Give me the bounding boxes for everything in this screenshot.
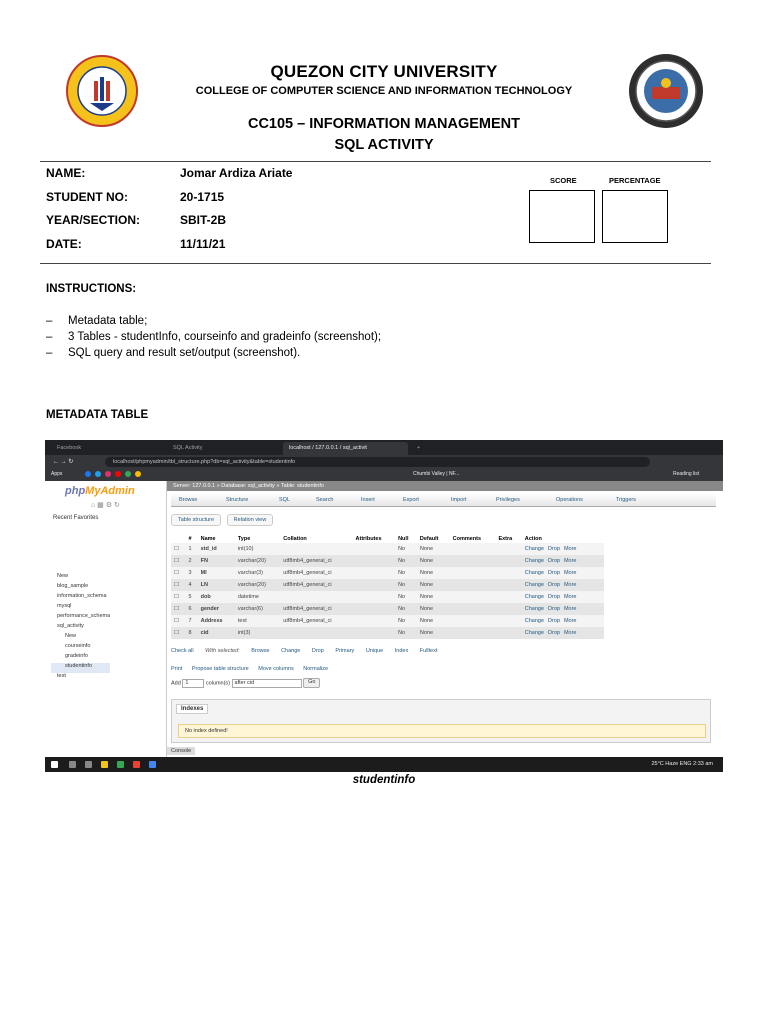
row-number: 6	[186, 603, 198, 615]
row-attributes	[353, 543, 396, 555]
row-comments	[450, 579, 496, 591]
app-icon	[133, 761, 140, 768]
row-action-change: Change	[524, 558, 545, 564]
row-actions	[522, 579, 604, 591]
browser-tab: Facebook	[57, 445, 82, 451]
row-checkbox: ☐	[171, 615, 186, 627]
row-null: No	[395, 603, 417, 615]
go-button: Go	[303, 678, 320, 688]
row-name: FN	[198, 555, 235, 567]
row-attributes	[353, 615, 396, 627]
date-label: DATE:	[46, 237, 82, 251]
tree-item: sql_activity	[57, 623, 84, 629]
year-section-label: YEAR/SECTION:	[46, 213, 141, 227]
structure-subtabs	[171, 514, 277, 526]
row-extra	[495, 579, 521, 591]
system-tray: 25°C Haze ENG 2:33 am	[651, 761, 713, 767]
year-section-value: SBIT-2B	[180, 213, 227, 227]
subtab-table-structure: Table structure	[171, 514, 221, 526]
add-columns-label: column(s)	[205, 680, 231, 687]
row-type: datetime	[235, 591, 280, 603]
instruction-item: – Metadata table;	[46, 315, 148, 327]
col-header: Attributes	[353, 535, 396, 543]
row-actions	[522, 591, 604, 603]
col-header: Extra	[495, 535, 521, 543]
new-tab-button: +	[417, 445, 421, 451]
row-action-change: Change	[524, 594, 545, 600]
col-header: Action	[522, 535, 604, 543]
subtab-relation-view: Relation view	[227, 514, 274, 526]
row-action-change: Change	[524, 606, 545, 612]
row-action-drop: Drop	[548, 582, 560, 588]
structure-table	[171, 535, 604, 639]
row-checkbox: ☐	[171, 591, 186, 603]
row-default: None	[417, 579, 450, 591]
menu-privileges: Privileges	[496, 497, 520, 503]
pma-menu-bar	[171, 493, 716, 507]
row-number: 8	[186, 627, 198, 639]
browser-tab: SQL Activity	[173, 445, 203, 451]
windows-taskbar	[45, 757, 723, 772]
breadcrumb: Server: 127.0.0.1 » Database: sql_activity » Table: studentinfo	[167, 481, 723, 491]
row-collation: utf8mb4_general_ci	[280, 615, 352, 627]
row-action-drop: Drop	[548, 630, 560, 636]
address-bar	[45, 455, 723, 469]
table-row	[171, 555, 604, 567]
tree-item: New	[57, 573, 69, 579]
file-explorer-icon	[101, 761, 108, 768]
print-row	[171, 666, 328, 672]
sidebar-tool-icons: ⌂ ▦ ⚙ ↻	[91, 502, 120, 509]
row-attributes	[353, 579, 396, 591]
indexes-title: Indexes	[176, 704, 208, 714]
row-action-change: Change	[524, 582, 545, 588]
divider-top	[40, 161, 711, 162]
tree-item: performance_schema	[57, 613, 111, 619]
university-name: QUEZON CITY UNIVERSITY	[270, 62, 498, 81]
pma-logo: phpMyAdmin	[65, 485, 135, 497]
table-row	[171, 591, 604, 603]
row-default: None	[417, 627, 450, 639]
url-field: localhost/phpmyadmin/tbl_structure.php?db=sql_activity&table=studentinfo	[105, 457, 650, 467]
row-extra	[495, 615, 521, 627]
bookmark-apps: Apps	[51, 471, 63, 477]
bookmark-reading-list: Reading list	[673, 471, 700, 477]
table-row	[171, 615, 604, 627]
menu-sql: SQL	[279, 497, 291, 503]
database-tree	[51, 573, 110, 683]
menu-browse: Browse	[179, 497, 198, 503]
row-action-drop: Drop	[548, 606, 560, 612]
score-label: SCORE	[550, 176, 577, 185]
row-comments	[450, 567, 496, 579]
tree-item: test	[57, 673, 66, 679]
tree-item: gradeinfo	[65, 653, 88, 659]
col-header: Comments	[450, 535, 496, 543]
row-null: No	[395, 615, 417, 627]
row-action-more: More	[563, 630, 577, 636]
bulk-unique: Unique	[365, 648, 384, 654]
metadata-title: METADATA TABLE	[46, 409, 149, 421]
menu-operations: Operations	[556, 497, 583, 503]
add-after-select: after cid	[232, 679, 302, 688]
row-collation: utf8mb4_general_ci	[280, 555, 352, 567]
row-default: None	[417, 567, 450, 579]
row-actions	[522, 567, 604, 579]
date-value: 11/11/21	[180, 237, 226, 251]
bulk-change: Change	[281, 648, 301, 654]
row-action-change: Change	[524, 546, 545, 552]
name-label: NAME:	[46, 166, 86, 180]
row-actions	[522, 555, 604, 567]
row-comments	[450, 627, 496, 639]
menu-triggers: Triggers	[616, 497, 636, 503]
row-comments	[450, 543, 496, 555]
row-collation: utf8mb4_general_ci	[280, 579, 352, 591]
row-name: cid	[198, 627, 235, 639]
bulk-index: Index	[394, 648, 409, 654]
instructions-title: INSTRUCTIONS:	[46, 283, 137, 295]
row-type: int(10)	[235, 543, 280, 555]
console-tab: Console	[167, 747, 195, 755]
row-number: 5	[186, 591, 198, 603]
menu-export: Export	[403, 497, 419, 503]
row-collation: utf8mb4_general_ci	[280, 567, 352, 579]
col-header: Null	[395, 535, 417, 543]
row-action-more: More	[563, 618, 577, 624]
col-header: Name	[198, 535, 235, 543]
row-type: int(3)	[235, 627, 280, 639]
row-comments	[450, 555, 496, 567]
row-attributes	[353, 627, 396, 639]
row-extra	[495, 603, 521, 615]
phpmyadmin-screenshot	[45, 440, 723, 772]
windows-start-icon	[51, 761, 58, 768]
pma-main	[167, 481, 723, 757]
row-null: No	[395, 579, 417, 591]
course-title: CC105 – INFORMATION MANAGEMENT	[247, 116, 521, 132]
row-checkbox: ☐	[171, 543, 186, 555]
instruction-item: – SQL query and result set/output (screenshot).	[46, 347, 301, 359]
row-extra	[495, 543, 521, 555]
tree-item: mysql	[57, 603, 72, 609]
row-actions	[522, 603, 604, 615]
search-icon	[69, 761, 76, 768]
row-null: No	[395, 543, 417, 555]
row-action-drop: Drop	[548, 558, 560, 564]
row-actions	[522, 627, 604, 639]
table-row	[171, 579, 604, 591]
divider-bottom	[40, 263, 711, 264]
row-name: Address	[198, 615, 235, 627]
row-comments	[450, 615, 496, 627]
row-extra	[495, 627, 521, 639]
print-link: Print	[171, 666, 183, 672]
indexes-panel	[171, 699, 711, 743]
row-extra	[495, 555, 521, 567]
college-name: COLLEGE OF COMPUTER SCIENCE AND INFORMATION TECHNOLOGY	[195, 85, 573, 97]
add-label: Add	[171, 680, 181, 687]
row-action-more: More	[563, 546, 577, 552]
tree-item: courseinfo	[65, 643, 91, 649]
row-type: varchar(20)	[235, 579, 280, 591]
browser-tab-active: localhost / 127.0.0.1 / sql_activit	[283, 442, 408, 455]
row-action-change: Change	[524, 570, 545, 576]
col-header: Collation	[280, 535, 352, 543]
row-actions	[522, 615, 604, 627]
bulk-drop: Drop	[311, 648, 324, 654]
row-action-more: More	[563, 606, 577, 612]
row-extra	[495, 591, 521, 603]
row-actions	[522, 543, 604, 555]
row-number: 2	[186, 555, 198, 567]
row-default: None	[417, 591, 450, 603]
row-action-more: More	[563, 582, 577, 588]
add-column-row	[171, 678, 320, 688]
menu-insert: Insert	[361, 497, 375, 503]
row-action-change: Change	[524, 618, 545, 624]
row-checkbox: ☐	[171, 555, 186, 567]
browser-tab-bar	[45, 440, 723, 455]
row-collation	[280, 591, 352, 603]
bookmark-chumbi: Chumbi Valley | NF...	[413, 471, 460, 477]
row-comments	[450, 591, 496, 603]
normalize-link: Normalize	[303, 666, 329, 672]
row-type: varchar(20)	[235, 555, 280, 567]
move-columns-link: Move columns	[258, 666, 294, 672]
row-null: No	[395, 567, 417, 579]
row-name: gender	[198, 603, 235, 615]
student-no-value: 20-1715	[180, 190, 225, 204]
figure-caption: studentinfo	[352, 774, 416, 786]
name-value: Jomar Ardiza Ariate	[180, 166, 293, 180]
row-number: 4	[186, 579, 198, 591]
col-header: Type	[235, 535, 280, 543]
row-name: dob	[198, 591, 235, 603]
row-name: MI	[198, 567, 235, 579]
row-default: None	[417, 615, 450, 627]
percentage-label: PERCENTAGE	[609, 176, 661, 185]
row-name: LN	[198, 579, 235, 591]
col-header	[171, 535, 186, 543]
row-attributes	[353, 567, 396, 579]
add-count-input: 1	[182, 679, 204, 688]
table-row	[171, 603, 604, 615]
row-type: varchar(3)	[235, 567, 280, 579]
row-extra	[495, 567, 521, 579]
row-action-drop: Drop	[548, 618, 560, 624]
menu-search: Search	[316, 497, 334, 503]
percentage-box	[602, 190, 668, 243]
row-action-more: More	[563, 570, 577, 576]
row-null: No	[395, 627, 417, 639]
row-default: None	[417, 555, 450, 567]
table-row	[171, 567, 604, 579]
row-name: std_id	[198, 543, 235, 555]
propose-structure-link: Propose table structure	[191, 666, 249, 672]
task-view-icon	[85, 761, 92, 768]
menu-import: Import	[451, 497, 467, 503]
tree-item: New	[65, 633, 77, 639]
row-default: None	[417, 603, 450, 615]
row-type: varchar(6)	[235, 603, 280, 615]
row-null: No	[395, 591, 417, 603]
bulk-browse: Browse	[251, 648, 270, 654]
row-attributes	[353, 555, 396, 567]
nav-arrows-icon: ← → ↻	[53, 459, 74, 465]
row-number: 3	[186, 567, 198, 579]
sidebar-tabs: Recent Favorites	[53, 515, 99, 521]
row-checkbox: ☐	[171, 579, 186, 591]
row-checkbox: ☐	[171, 603, 186, 615]
row-attributes	[353, 603, 396, 615]
bulk-primary: Primary	[335, 648, 355, 654]
chrome-icon	[117, 761, 124, 768]
table-row	[171, 627, 604, 639]
row-action-change: Change	[524, 630, 545, 636]
table-row	[171, 543, 604, 555]
col-header: #	[186, 535, 198, 543]
score-box	[529, 190, 595, 243]
activity-title: SQL ACTIVITY	[334, 137, 434, 153]
row-number: 7	[186, 615, 198, 627]
bulk-actions	[171, 648, 448, 654]
row-type: text	[235, 615, 280, 627]
row-collation	[280, 627, 352, 639]
row-comments	[450, 603, 496, 615]
bookmark-icons	[85, 471, 145, 477]
bulk-check-all: Check all	[171, 648, 194, 654]
tree-item-selected: studentinfo	[51, 663, 110, 673]
pma-sidebar	[45, 481, 167, 757]
row-null: No	[395, 555, 417, 567]
row-collation	[280, 543, 352, 555]
row-action-drop: Drop	[548, 570, 560, 576]
row-checkbox: ☐	[171, 567, 186, 579]
row-number: 1	[186, 543, 198, 555]
row-action-more: More	[563, 558, 577, 564]
row-action-drop: Drop	[548, 594, 560, 600]
bulk-fulltext: Fulltext	[419, 648, 438, 654]
tree-item: information_schema	[57, 593, 107, 599]
instruction-item: – 3 Tables - studentInfo, courseinfo and gradeinfo (screenshot);	[46, 331, 382, 343]
row-default: None	[417, 543, 450, 555]
menu-structure: Structure	[226, 497, 249, 503]
row-checkbox: ☐	[171, 627, 186, 639]
student-no-label: STUDENT NO:	[46, 190, 128, 204]
no-index-notice: No index defined!	[178, 724, 706, 738]
bulk-with-selected: With selected:	[205, 648, 240, 654]
row-attributes	[353, 591, 396, 603]
col-header: Default	[417, 535, 450, 543]
bookmarks-bar	[45, 469, 723, 481]
tree-item: blog_sample	[57, 583, 89, 589]
row-collation: utf8mb4_general_ci	[280, 603, 352, 615]
app-icon	[149, 761, 156, 768]
row-action-more: More	[563, 594, 577, 600]
row-action-drop: Drop	[548, 546, 560, 552]
